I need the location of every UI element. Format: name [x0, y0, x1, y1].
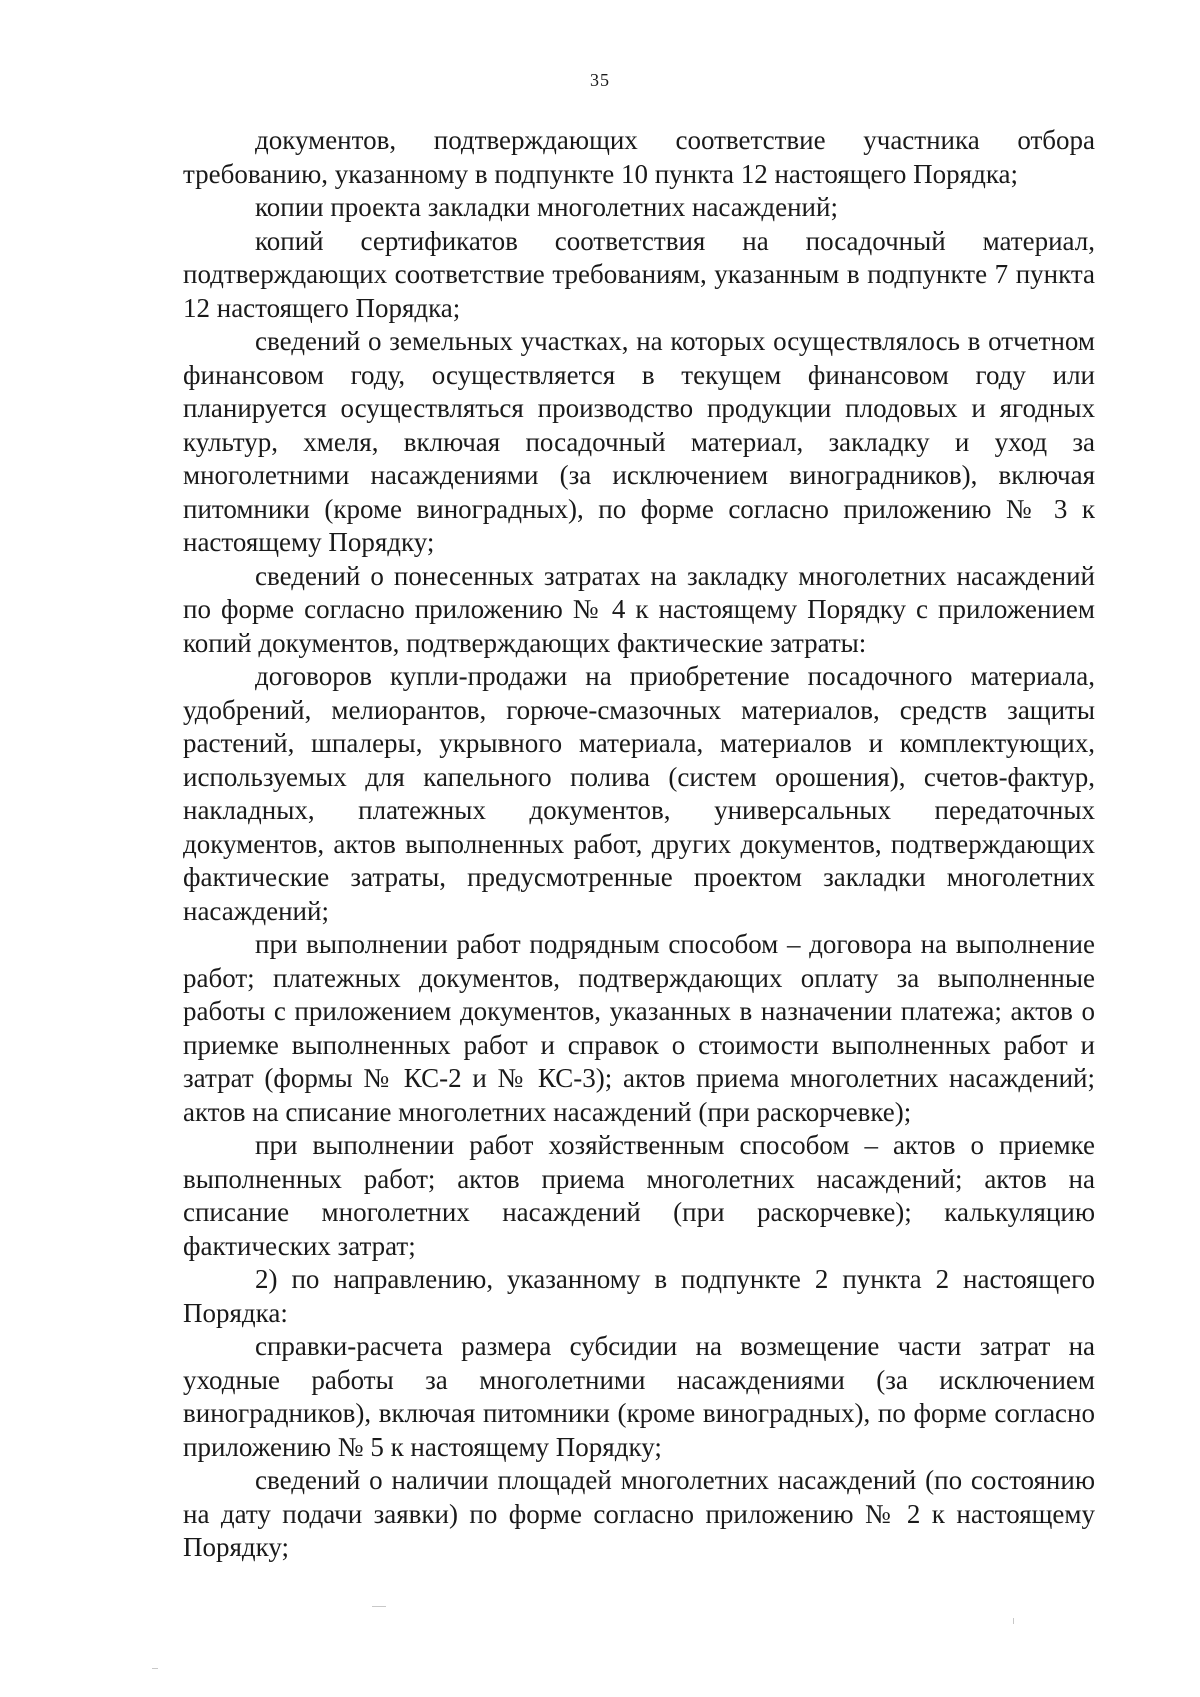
paragraph: копий сертификатов соответствия на посадочный материал, подтверждающих соответствие требованиям, указанным в подпункте 7 пункта 12 настоящего Порядка; [183, 225, 1095, 323]
document-body [183, 124, 1095, 1565]
paragraph: при выполнении работ хозяйственным способом – актов о приемке выполненных работ; актов приема многолетних насаждений; актов на списание многолетних насаждений (при раскорчевке); калькуляцию фактических затрат; [183, 1130, 1095, 1261]
paragraph: договоров купли-продажи на приобретение посадочного материала, удобрений, мелиорантов, горюче-смазочных материалов, средств защиты растений, шпалеры, укрывного материала, материалов и комплектующих, используемых для капельного полива (систем орошения), счетов-фактур, накладных, платежных документов, универсальных передаточных документов, актов выполненных работ, других документов, подтверждающих фактические затраты, предусмотренные проектом закладки многолетних насаждений; [183, 661, 1095, 926]
paragraph: сведений о земельных участках, на которых осуществлялось в отчетном финансовом году, осуществляется в текущем финансовом году или планируется осуществляться производство продукции плодовых и ягодных культур, хмеля, включая посадочный материал, закладку и уход за многолетними насаждениями (за исключением виноградников), включая питомники (кроме виноградных), по форме согласно приложению № 3 к настоящему Порядку; [183, 326, 1095, 557]
scan-speck [1013, 1618, 1014, 1624]
paragraph: при выполнении работ подрядным способом – договора на выполнение работ; платежных документов, подтверждающих оплату за выполненные работы с приложением документов, указанных в назначении платежа; актов о приемке выполненных работ и справок о стоимости выполненных работ и затрат (формы № КС-2 и № КС-3); актов приема многолетних насаждений; актов на списание многолетних насаждений (при раскорчевке); [183, 929, 1095, 1127]
page-number: 35 [590, 70, 610, 90]
scan-speck [152, 1668, 158, 1669]
paragraph: копии проекта закладки многолетних насаждений; [255, 192, 838, 222]
paragraph: документов, подтверждающих соответствие участника отбора требованию, указанному в подпункте 10 пункта 12 настоящего Порядка; [183, 125, 1095, 189]
paragraph: 2) по направлению, указанному в подпункте 2 пункта 2 настоящего Порядка: [183, 1264, 1095, 1328]
paragraph: сведений о понесенных затратах на закладку многолетних насаждений по форме согласно приложению № 4 к настоящему Порядку с приложением копий документов, подтверждающих фактические затраты: [183, 560, 1095, 658]
scan-speck [372, 1606, 386, 1607]
paragraph: справки-расчета размера субсидии на возмещение части затрат на уходные работы за многолетними насаждениями (за исключением виноградников), включая питомники (кроме виноградных), по форме согласно приложению № 5 к настоящему Порядку; [183, 1331, 1095, 1462]
paragraph: сведений о наличии площадей многолетних насаждений (по состоянию на дату подачи заявки) по форме согласно приложению № 2 к настоящему Порядку; [183, 1465, 1095, 1562]
